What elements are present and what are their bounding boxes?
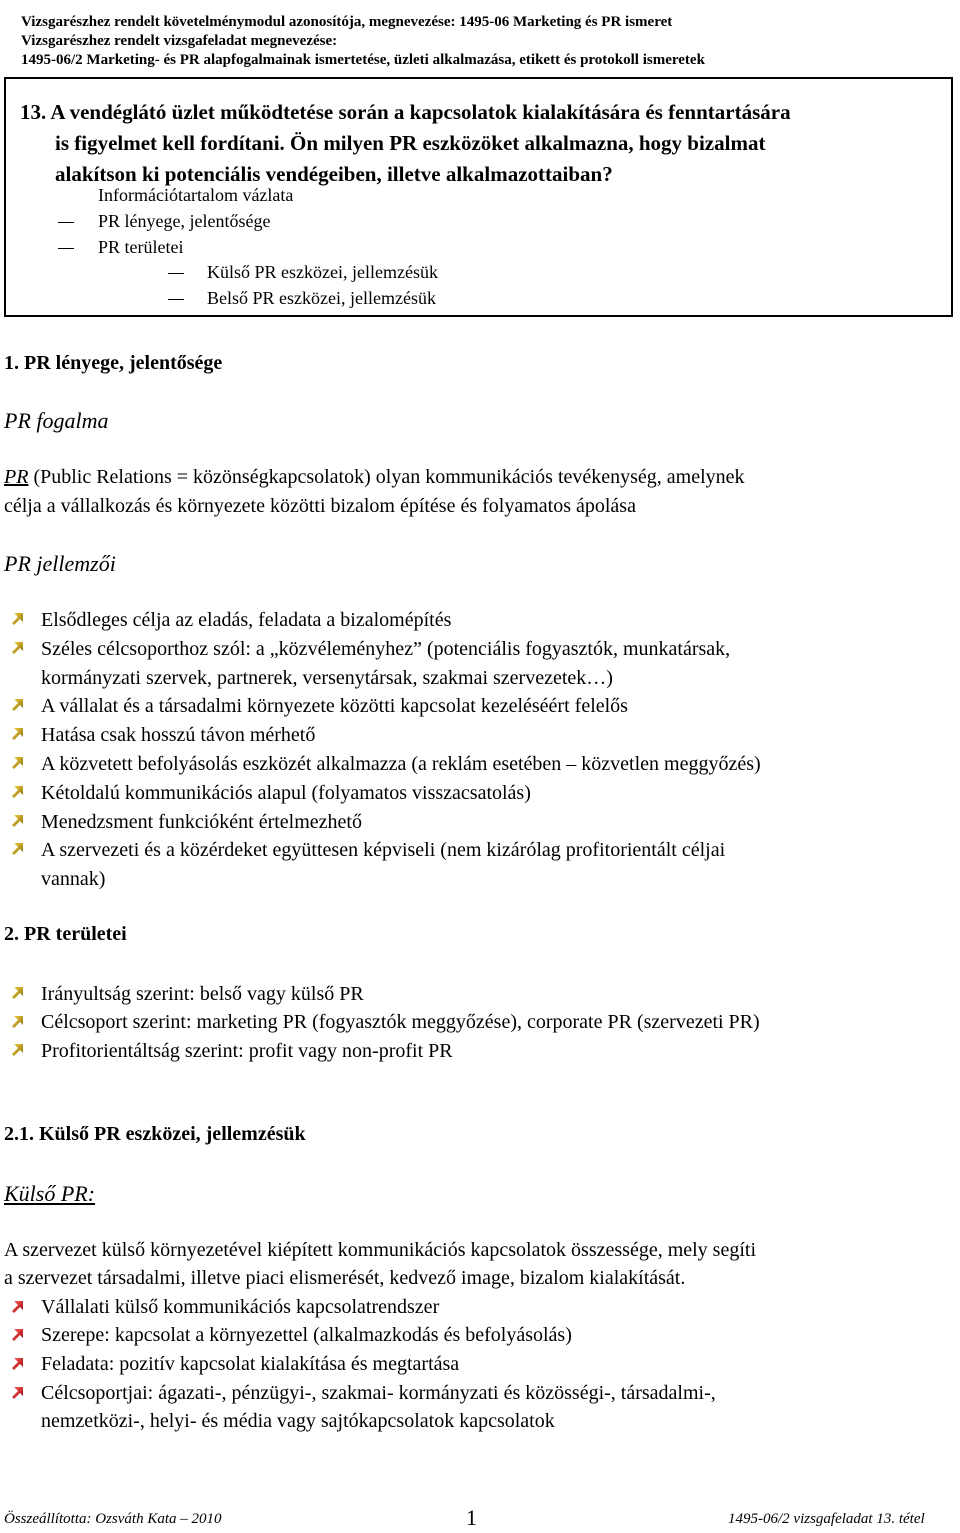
dash-icon (168, 273, 184, 274)
question-line-2: is figyelmet kell fordítani. Ön milyen PR eszközöket alkalmazna, hogy bizalmat (55, 131, 766, 155)
dash-icon (168, 299, 184, 300)
characteristic-item: Menedzsment funkcióként értelmezhető (41, 811, 362, 833)
bullet-arrow-icon (12, 1328, 24, 1342)
section-2-heading: 2. PR területei (4, 923, 127, 945)
kulso-pr-para-line-1: A szervezet külső környezetével kiépített kommunikációs kapcsolatok összessége, mely segíti (4, 1239, 757, 1261)
outline-subitem: Külső PR eszközei, jellemzésük (207, 262, 438, 282)
pr-abbreviation: PR (4, 466, 29, 488)
pr-jellemzoi-title: PR jellemzői (4, 551, 116, 576)
kulso-pr-item-cont: nemzetközi-, helyi- és média vagy sajtókapcsolatok kapcsolatok (41, 1410, 555, 1432)
footer-author: Összeállította: Ozsváth Kata – 2010 (4, 1511, 222, 1527)
pr-definition-line-1 (4, 463, 745, 492)
header-task-label: Vizsgarészhez rendelt vizsgafeladat megnevezése: (21, 33, 338, 49)
pr-definition-text: (Public Relations = közönségkapcsolatok) olyan kommunikációs tevékenység, amelynek (28, 466, 745, 488)
bullet-arrow-icon (12, 756, 24, 770)
kulso-pr-item: Szerepe: kapcsolat a környezettel (alkalmazkodás és befolyásolás) (41, 1324, 572, 1346)
dash-icon (58, 222, 74, 223)
kulso-pr-item: Vállalati külső kommunikációs kapcsolatrendszer (41, 1296, 440, 1318)
kulso-pr-subtitle: Külső PR: (4, 1181, 96, 1206)
characteristic-item: Hatása csak hosszú távon mérhető (41, 724, 316, 746)
page-number: 1 (466, 1505, 477, 1530)
footer-reference: 1495-06/2 vizsgafeladat 13. tétel (728, 1511, 925, 1527)
bullet-arrow-icon (12, 986, 24, 1000)
bullet-arrow-icon (12, 814, 24, 828)
area-item: Irányultság szerint: belső vagy külső PR (41, 983, 364, 1005)
kulso-pr-item: Feladata: pozitív kapcsolat kialakítása és megtartása (41, 1353, 460, 1375)
bullet-arrow-icon (12, 785, 24, 799)
section-2-1-heading: 2.1. Külső PR eszközei, jellemzésük (4, 1123, 306, 1145)
pr-definition-line-2: célja a vállalkozás és környezete közötti bizalom építése és folyamatos ápolása (4, 495, 636, 517)
bullet-arrow-icon (12, 612, 24, 626)
bullet-arrow-icon (12, 727, 24, 741)
bullet-arrow-icon (12, 1015, 24, 1029)
characteristic-item: Széles célcsoporthoz szól: a „közvéleményhez” (potenciális fogyasztók, munkatársak, (41, 638, 731, 660)
characteristic-item-cont: vannak) (41, 868, 106, 890)
outline-subitem: Belső PR eszközei, jellemzésük (207, 288, 436, 308)
header-task-title: 1495-06/2 Marketing- és PR alapfogalmainak ismertetése, üzleti alkalmazása, etikett és protokoll ismeretek (21, 52, 705, 68)
characteristic-item: Kétoldalú kommunikációs alapul (folyamatos visszacsatolás) (41, 782, 531, 804)
question-line-3: alakítson ki potenciális vendégeiben, illetve alkalmazottaiban? (55, 162, 613, 186)
bullet-arrow-icon (12, 1300, 24, 1314)
characteristic-item-cont: kormányzati szervek, partnerek, versenytársak, szakmai szervezetek…) (41, 667, 613, 689)
characteristic-item: Elsődleges célja az eladás, feladata a bizalomépítés (41, 609, 452, 631)
section-1-heading: 1. PR lényege, jelentősége (4, 352, 223, 374)
kulso-pr-para-line-2: a szervezet társadalmi, illetve piaci elismerését, kedvező image, bizalom kialakítását. (4, 1267, 686, 1289)
header-module-line: Vizsgarészhez rendelt követelménymodul azonosítója, megnevezése: 1495-06 Marketing és PR ismeret (21, 14, 673, 30)
pr-fogalma-title: PR fogalma (4, 408, 109, 433)
bullet-arrow-icon (12, 698, 24, 712)
outline-item: PR területei (98, 237, 184, 257)
outline-title: Információtartalom vázlata (98, 185, 294, 205)
characteristic-item: A közvetett befolyásolás eszközét alkalmazza (a reklám esetében – közvetlen meggyőzés) (41, 753, 761, 775)
bullet-arrow-icon (12, 842, 24, 856)
kulso-pr-item: Célcsoportjai: ágazati-, pénzügyi-, szakmai- kormányzati és közösségi-, társadalmi-, (41, 1382, 716, 1404)
outline-item: PR lényege, jelentősége (98, 211, 271, 231)
bullet-arrow-icon (12, 1386, 24, 1400)
characteristic-item: A vállalat és a társadalmi környezete közötti kapcsolat kezeléséért felelős (41, 695, 628, 717)
dash-icon (58, 248, 74, 249)
characteristic-item: A szervezeti és a közérdeket együttesen képviseli (nem kizárólag profitorientált céljai (41, 839, 726, 861)
area-item: Profitorientáltság szerint: profit vagy non-profit PR (41, 1040, 453, 1062)
area-item: Célcsoport szerint: marketing PR (fogyasztók meggyőzése), corporate PR (szervezeti PR) (41, 1011, 760, 1033)
bullet-arrow-icon (12, 1043, 24, 1057)
bullet-arrow-icon (12, 1357, 24, 1371)
question-line-1: 13. A vendéglátó üzlet működtetése során a kapcsolatok kialakítására és fenntartására (20, 100, 791, 124)
bullet-arrow-icon (12, 641, 24, 655)
